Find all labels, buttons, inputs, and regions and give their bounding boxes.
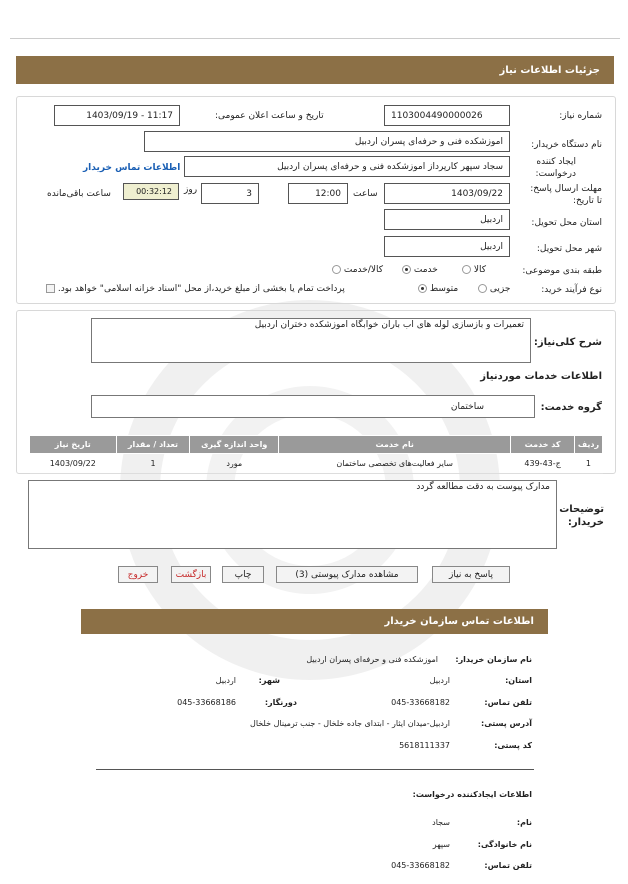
creator-last-name-value: سپهر [432, 840, 450, 849]
contact-postal-value: 5618111337 [399, 741, 450, 750]
col-qty: تعداد / مقدار [116, 436, 190, 454]
cell-code: ج-43-439 [511, 454, 575, 474]
service-group-label: گروه خدمت: [540, 402, 602, 413]
process-medium-option[interactable] [418, 284, 458, 294]
services-heading: اطلاعات خدمات موردنیاز [480, 371, 602, 382]
days-label: روز [184, 185, 198, 195]
deadline-date-field: 1403/09/22 [384, 183, 510, 204]
cell-qty: 1 [116, 454, 190, 474]
deadline-label-1: مهلت ارسال پاسخ: [530, 184, 602, 194]
creator-first-name-value: سجاد [432, 818, 450, 827]
remaining-time-field: 00:32:12 [123, 183, 179, 200]
items-table-wrap [29, 435, 603, 474]
need-number-field: 1103004490000026 [384, 105, 510, 126]
contact-title: اطلاعات تماس سازمان خریدار [384, 616, 534, 627]
contact-province-label: استان: [505, 676, 532, 685]
category-service-radio[interactable] [402, 265, 411, 274]
contact-address-value: اردبیل-میدان ایثار - ابتدای جاده خلخال - جنب ترمینال خلخال [250, 719, 450, 728]
creator-info-heading: اطلاعات ایجادکننده درخواست: [412, 790, 532, 799]
contact-province-value: اردبیل [429, 676, 450, 685]
contact-address-label: آدرس پستی: [481, 719, 532, 728]
process-medium-text: متوسط [429, 284, 459, 294]
contact-buyer-link[interactable]: اطلاعات تماس خریدار [83, 163, 181, 173]
creator-label-1: ایجاد کننده [536, 157, 576, 167]
announce-field: 1403/09/19 - 11:17 [54, 105, 180, 126]
city-field: اردبیل [384, 236, 510, 257]
creator-phone-value: 045-33668182 [391, 861, 450, 870]
deadline-time-field: 12:00 [288, 183, 348, 204]
category-both-option[interactable] [332, 265, 383, 275]
contact-fax-label: دورنگار: [264, 698, 297, 707]
creator-phone-label: تلفن تماس: [484, 861, 532, 870]
back-button[interactable]: بازگشت [171, 566, 211, 583]
contact-org-value: اموزشکده فنی و حرفه‌ای پسران اردبیل [306, 655, 438, 664]
summary-label: شرح کلی‌نیاز: [533, 337, 602, 348]
deadline-label-2: تا تاریخ: [572, 196, 602, 206]
contact-phone-value: 045-33668182 [391, 698, 450, 707]
process-partial-text: جزیی [489, 284, 511, 294]
panel-header [16, 56, 614, 84]
province-label: استان محل تحویل: [531, 218, 602, 228]
cell-row: 1 [574, 454, 602, 474]
panel-title: جزئیات اطلاعات نیاز [499, 64, 600, 76]
announce-label: تاریخ و ساعت اعلان عمومی: [215, 111, 324, 121]
need-number-label: شماره نیاز: [559, 111, 602, 121]
attachments-button[interactable]: مشاهده مدارک پیوستی (3) [276, 566, 418, 583]
summary-text: تعمیرات و بازسازی لوله های اب باران خوابگاه اموزشکده دختران اردبیل [91, 318, 531, 363]
contact-org-label: نام سازمان خریدار: [455, 655, 532, 664]
cell-unit: مورد [190, 454, 279, 474]
buyer-notes-label-1: توضیحات [559, 504, 604, 515]
payment-option[interactable] [46, 284, 345, 294]
cell-name: سایر فعالیت‌های تخصصی ساختمان [279, 454, 511, 474]
creator-last-name-label: نام خانوادگی: [477, 840, 532, 849]
buyer-notes-text: مدارک پیوست به دقت مطالعه گردد [28, 480, 557, 549]
process-partial-radio[interactable] [478, 284, 487, 293]
buyer-org-field: اموزشکده فنی و حرفه‌ای پسران اردبیل [144, 131, 510, 152]
category-label: طبقه بندی موضوعی: [522, 266, 602, 276]
print-button[interactable]: چاپ [222, 566, 264, 583]
category-goods-radio[interactable] [462, 265, 471, 274]
category-both-radio[interactable] [332, 265, 341, 274]
payment-checkbox[interactable] [46, 284, 55, 293]
reply-button[interactable]: پاسخ به نیاز [432, 566, 510, 583]
top-divider [10, 38, 620, 39]
process-partial-option[interactable] [478, 284, 510, 294]
category-both-text: کالا/خدمت [343, 265, 384, 275]
creator-first-name-label: نام: [516, 818, 532, 827]
process-label: نوع فرآیند خرید: [541, 285, 602, 295]
table-row [30, 454, 603, 474]
buyer-notes-label-2: خریدار: [567, 517, 604, 528]
col-code: کد خدمت [511, 436, 575, 454]
creator-label-2: درخواست: [535, 169, 576, 179]
time-label: ساعت [353, 189, 378, 199]
contact-fax-value: 045-33668186 [177, 698, 236, 707]
remaining-label: ساعت باقی‌مانده [47, 189, 111, 199]
creator-field: سجاد سپهر کارپرداز اموزشکده فنی و حرفه‌ای پسران اردبیل [184, 156, 510, 177]
contact-divider [96, 769, 534, 770]
table-header-row [30, 436, 603, 454]
exit-button[interactable]: خروج [118, 566, 158, 583]
buyer-org-label: نام دستگاه خریدار: [531, 140, 602, 150]
service-group-field: ساختمان [91, 395, 535, 418]
category-goods-text: کالا [473, 265, 487, 275]
contact-city-value: اردبیل [215, 676, 236, 685]
payment-note: پرداخت تمام یا بخشی از مبلغ خرید،از محل "اسناد خزانه اسلامی" خواهد بود. [57, 284, 345, 294]
days-field: 3 [201, 183, 259, 204]
category-service-text: خدمت [413, 265, 438, 275]
cell-date: 1403/09/22 [30, 454, 117, 474]
contact-header [81, 609, 548, 634]
items-table [29, 435, 603, 474]
province-field: اردبیل [384, 209, 510, 230]
process-medium-radio[interactable] [418, 284, 427, 293]
contact-phone-label: تلفن تماس: [484, 698, 532, 707]
city-label: شهر محل تحویل: [536, 244, 602, 254]
contact-city-label: شهر: [258, 676, 280, 685]
col-unit: واحد اندازه گیری [190, 436, 279, 454]
contact-postal-label: کد پستی: [494, 741, 532, 750]
category-service-option[interactable] [402, 265, 438, 275]
col-date: تاریخ نیاز [30, 436, 117, 454]
col-row: ردیف [574, 436, 602, 454]
col-name: نام خدمت [279, 436, 511, 454]
category-goods-option[interactable] [462, 265, 486, 275]
